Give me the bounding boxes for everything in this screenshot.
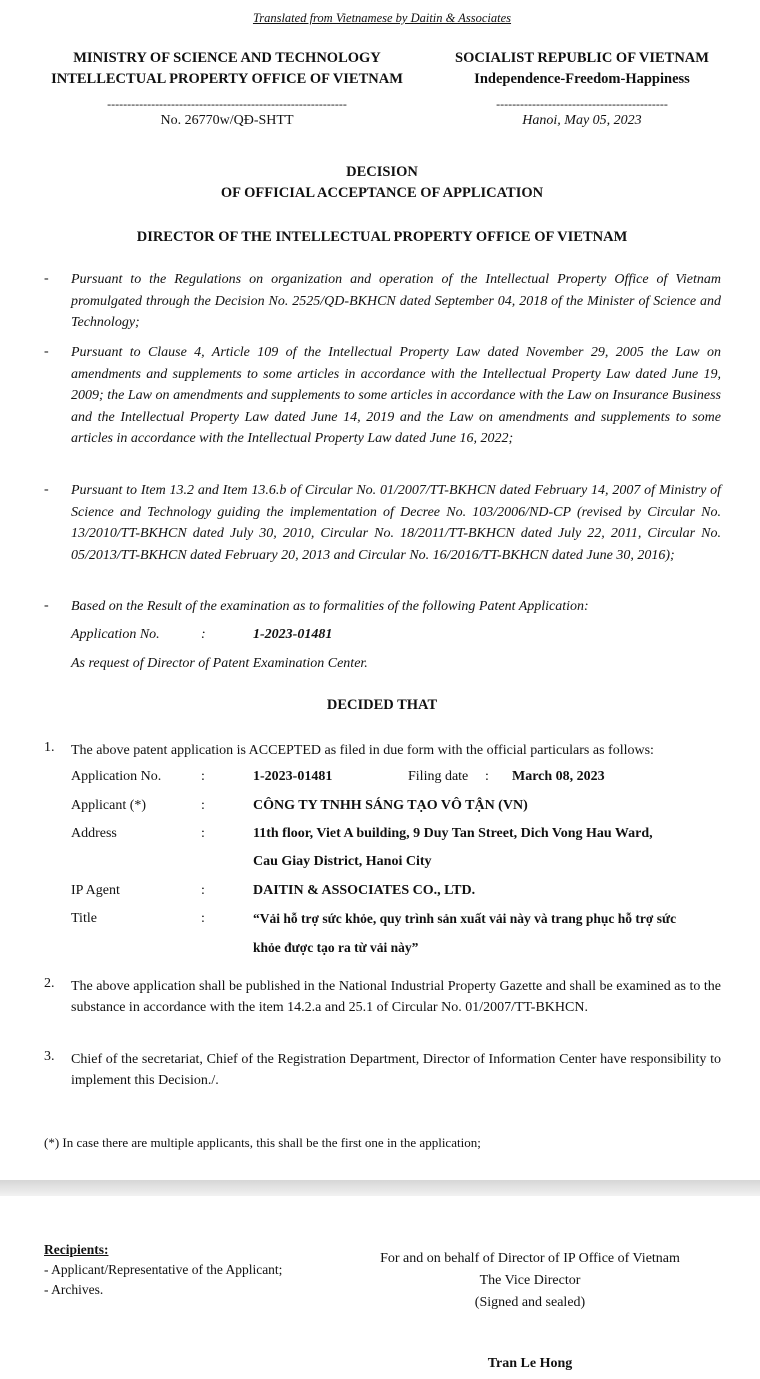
- recipient-item: - Archives.: [44, 1282, 104, 1297]
- preamble-app-number: 1-2023-01481: [253, 627, 333, 642]
- applicant-label: Applicant (*): [71, 798, 147, 813]
- translation-note: Translated from Vietnamese by Daitin & Associates: [252, 11, 512, 25]
- preamble-bullet: -: [44, 598, 49, 613]
- invention-title-line-2: khỏe được tạo ra từ vải này”: [253, 940, 419, 955]
- preamble-item: Pursuant to Item 13.2 and Item 13.6.b of Circular No. 01/2007/TT-BKHCN dated February 14, 2007 of Ministry of Science and Technology guiding the implementation of Decree No. 103/2006/ND-CP (revised by Circular No. 13/2010/TT-BKHCN dated July 30, 2010, Circular No. 18/2011/TT-BKHCN dated July 22, 2011, Circular No. 05/2013/TT-BKHCN dated February 20, 2013 and Circular No. 16/2016/TT-BKHCN dated June 30, 2016);: [71, 483, 721, 563]
- ministry-header: [20, 48, 434, 90]
- ministry-name: MINISTRY OF SCIENCE AND TECHNOLOGY: [73, 50, 381, 66]
- page-break: [0, 1180, 760, 1196]
- preamble-bullet: -: [44, 482, 49, 497]
- item-text: Chief of the secretariat, Chief of the Registration Department, Director of Information Center have responsibility to implement this Decision./.: [71, 1052, 721, 1088]
- recipients-block: [44, 1240, 282, 1300]
- signature-note: (Signed and sealed): [474, 1295, 586, 1310]
- preamble-app-label: Application No.: [71, 627, 160, 642]
- item-text: The above application shall be published in the National Industrial Property Gazette and shall be examined as to the substance in accordance with the item 14.2.a and 25.1 of Circular No. 01/2007/TT-BKHCN.: [71, 979, 721, 1015]
- colon: :: [201, 911, 205, 926]
- preamble-item: Based on the Result of the examination as to formalities of the following Patent Application:: [71, 599, 589, 614]
- colon: :: [201, 826, 205, 841]
- item-number: 1.: [44, 740, 55, 755]
- office-name: INTELLECTUAL PROPERTY OFFICE OF VIETNAM: [51, 71, 403, 87]
- republic-motto: Independence-Freedom-Happiness: [474, 71, 690, 87]
- preamble-bullet: -: [44, 271, 49, 286]
- recipient-item: - Applicant/Representative of the Applicant;: [44, 1262, 283, 1277]
- ip-agent-name: DAITIN & ASSOCIATES CO., LTD.: [253, 883, 476, 898]
- signature-position: The Vice Director: [479, 1273, 581, 1288]
- item-number: 2.: [44, 976, 55, 991]
- colon: :: [201, 769, 205, 784]
- preamble-item: Pursuant to the Regulations on organization and operation of the Intellectual Property Office of Vietnam promulgated through the Decision No. 2525/QD-BKHCN dated September 04, 2018 of the Minister of Science and Technology;: [71, 272, 721, 330]
- decision-number: No. 26770w/QĐ-SHTT: [160, 113, 294, 128]
- preamble-request: As request of Director of Patent Examination Center.: [71, 656, 368, 671]
- app-no-label: Application No.: [71, 769, 162, 784]
- footnote: (*) In case there are multiple applicants, this shall be the first one in the application;: [44, 1135, 481, 1150]
- header-left-divider: ------------------------------------------------------------: [107, 97, 347, 111]
- decision-date: Hanoi, May 05, 2023: [522, 113, 642, 128]
- recipients-heading: Recipients:: [44, 1242, 109, 1257]
- applicant-name: CÔNG TY TNHH SÁNG TẠO VÔ TẬN (VN): [253, 798, 528, 813]
- header-right-divider: -------------------------------------------: [496, 97, 668, 111]
- colon: :: [201, 883, 205, 898]
- invention-title-line-1: “Vải hỗ trợ sức khỏe, quy trình sản xuất vải này và trang phục hỗ trợ sức: [253, 911, 677, 926]
- authority-title: DIRECTOR OF THE INTELLECTUAL PROPERTY OFFICE OF VIETNAM: [136, 229, 628, 245]
- colon: :: [485, 769, 489, 784]
- preamble-app-colon: :: [201, 627, 206, 642]
- signature-block: [330, 1248, 730, 1314]
- address-line-2: Cau Giay District, Hanoi City: [253, 854, 432, 869]
- preamble-item: Pursuant to Clause 4, Article 109 of the Intellectual Property Law dated November 29, 2005 the Law on amendments and supplements to some articles in accordance with the Intellectual Property Law dated June 19, 2009; the Law on amendments and supplements to some articles in accordance with the Law on Insurance Business and the Intellectual Property Law dated June 14, 2019 and the Law on amendments and supplements to some articles in accordance with the Intellectual Property Law dated June 16, 2022;: [71, 345, 721, 446]
- signature-on-behalf: For and on behalf of Director of IP Office of Vietnam: [380, 1251, 680, 1266]
- colon: :: [201, 798, 205, 813]
- signatory-name: Tran Le Hong: [487, 1356, 573, 1371]
- address-label: Address: [71, 826, 117, 841]
- ip-agent-label: IP Agent: [71, 883, 120, 898]
- decision-subtitle: OF OFFICIAL ACCEPTANCE OF APPLICATION: [220, 185, 544, 201]
- filing-date: March 08, 2023: [512, 769, 605, 784]
- republic-header: [434, 48, 730, 90]
- address-line-1: 11th floor, Viet A building, 9 Duy Tan Street, Dich Vong Hau Ward,: [253, 826, 653, 841]
- application-number: 1-2023-01481: [253, 769, 333, 784]
- preamble-bullet: -: [44, 344, 49, 359]
- republic-name: SOCIALIST REPUBLIC OF VIETNAM: [455, 50, 709, 66]
- decision-title: DECISION: [346, 164, 418, 180]
- item-number: 3.: [44, 1049, 55, 1064]
- item-text: The above patent application is ACCEPTED as filed in due form with the official particulars as follows:: [71, 743, 654, 758]
- filing-date-label: Filing date: [408, 769, 469, 784]
- title-label: Title: [71, 911, 97, 926]
- decided-heading: DECIDED THAT: [326, 697, 438, 713]
